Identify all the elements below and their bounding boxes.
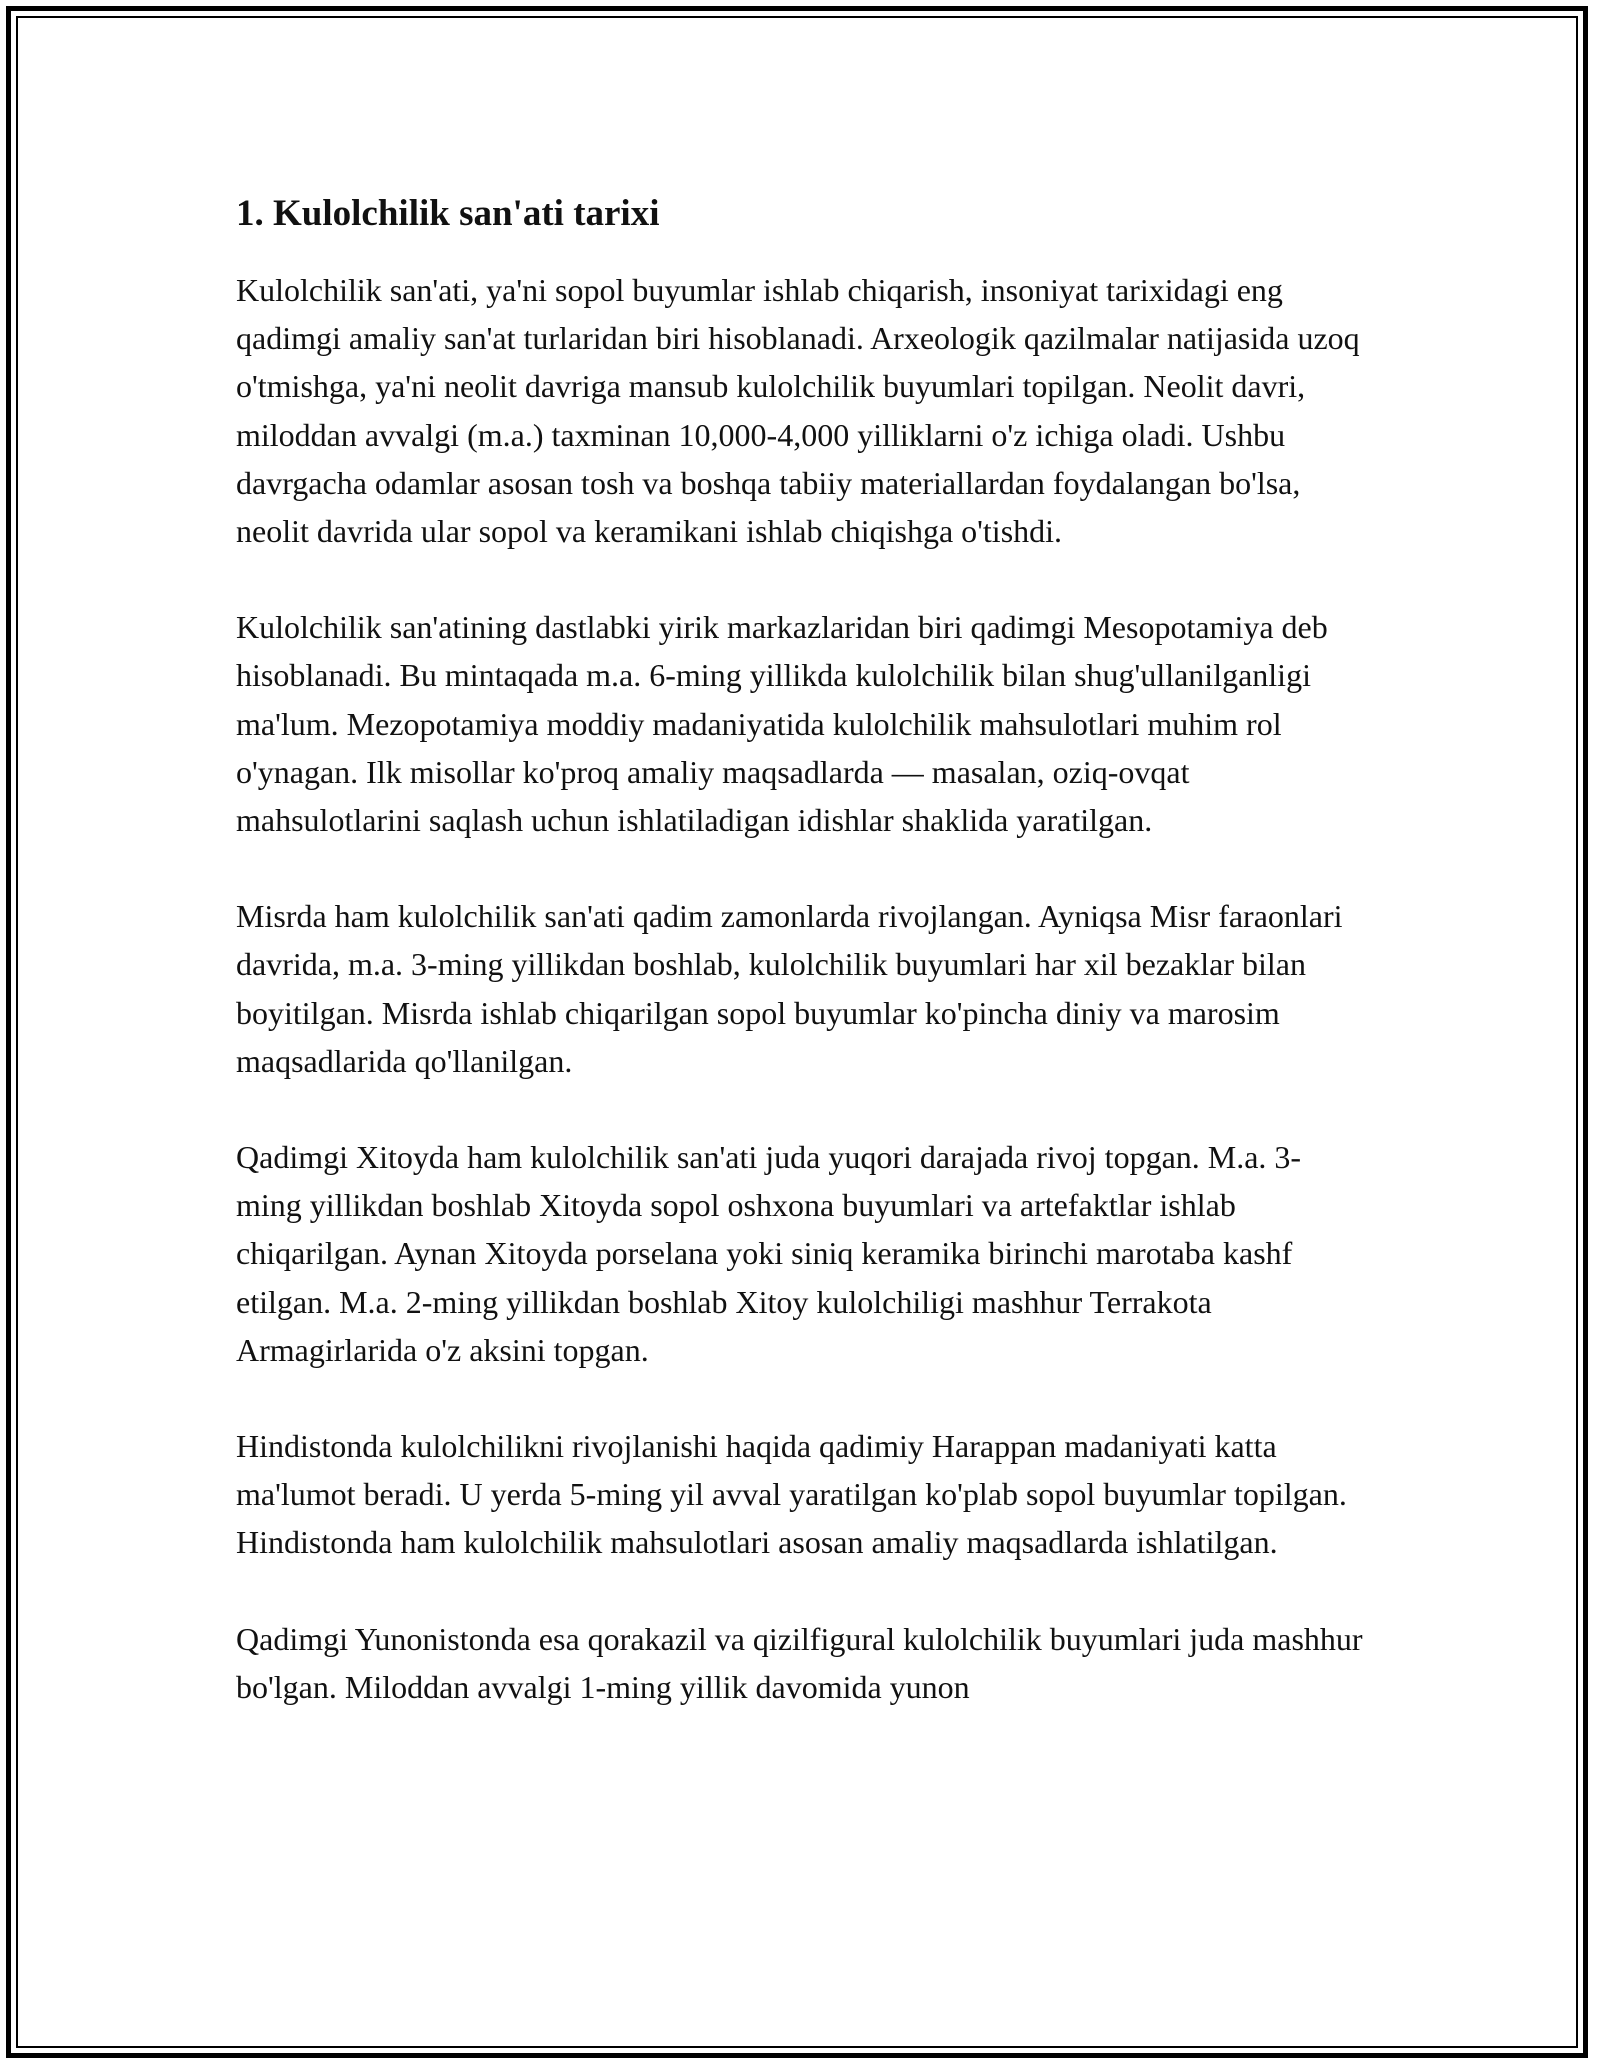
paragraph-china: Qadimgi Xitoyda ham kulolchilik san'ati juda yuqori darajada rivoj topgan. M.a. 3-ming yillikdan boshlab Xitoyda sopol oshxona buyumlari va artefaktlar ishlab chiqarilgan. Aynan Xitoyda porselana yoki siniq keramika birinchi marotaba kashf etilgan. M.a. 2-ming yillikdan boshlab Xitoy kulolchiligi mashhur Terrakota Armagirlarida o'z aksini topgan. <box>236 1139 1302 1368</box>
section-heading: 1. Kulolchilik san'ati tarixi <box>236 193 660 234</box>
paragraph-india: Hindistonda kulolchilikni rivojlanishi haqida qadimiy Harappan madaniyati katta ma'lumot beradi. U yerda 5-ming yil avval yaratilgan ko'plab sopol buyumlar topilgan. Hindistonda ham kulolchilik mahsulotlari asosan amaliy maqsadlarda ishlatilgan. <box>236 1428 1347 1561</box>
paragraph-greece: Qadimgi Yunonistonda esa qorakazil va qizilfigural kulolchilik buyumlari juda mashhur bo'lgan. Miloddan avvalgi 1-ming yillik davomida yunon <box>236 1620 1363 1705</box>
paragraph-mesopotamia: Kulolchilik san'atining dastlabki yirik markazlaridan biri qadimgi Mesopotamiya deb hisoblanadi. Bu mintaqada m.a. 6-ming yillikda kulolchilik bilan shug'ullanilganligi ma'lum. Mezopotamiya moddiy madaniyatida kulolchilik mahsulotlari muhim rol o'ynagan. Ilk misollar ko'proq amaliy maqsadlarda — masalan, oziq-ovqat mahsulotlarini saqlash uchun ishlatiladigan idishlar shaklida yaratilgan. <box>236 609 1328 839</box>
paragraph-egypt: Misrda ham kulolchilik san'ati qadim zamonlarda rivojlangan. Ayniqsa Misr faraonlari davrida, m.a. 3-ming yillikdan boshlab, kulolchilik buyumlari har xil bezaklar bilan boyitilgan. Misrda ishlab chiqarilgan sopol buyumlar ko'pincha diniy va marosim maqsadlarida qo'llanilgan. <box>236 898 1343 1079</box>
document-body <box>236 188 1366 1759</box>
paragraph-neolithic-origins: Kulolchilik san'ati, ya'ni sopol buyumlar ishlab chiqarish, insoniyat tarixidagi eng qadimgi amaliy san'at turlaridan biri hisoblanadi. Arxeologik qazilmalar natijasida uzoq o'tmishga, ya'ni neolit davriga mansub kulolchilik buyumlari topilgan. Neolit davri, miloddan avvalgi (m.a.) taxminan 10,000-4,000 yilliklarni o'z ichiga oladi. Ushbu davrgacha odamlar asosan tosh va boshqa tabiiy materiallardan foydalangan bo'lsa, neolit davrida ular sopol va keramikani ishlab chiqishga o'tishdi. <box>236 272 1360 550</box>
